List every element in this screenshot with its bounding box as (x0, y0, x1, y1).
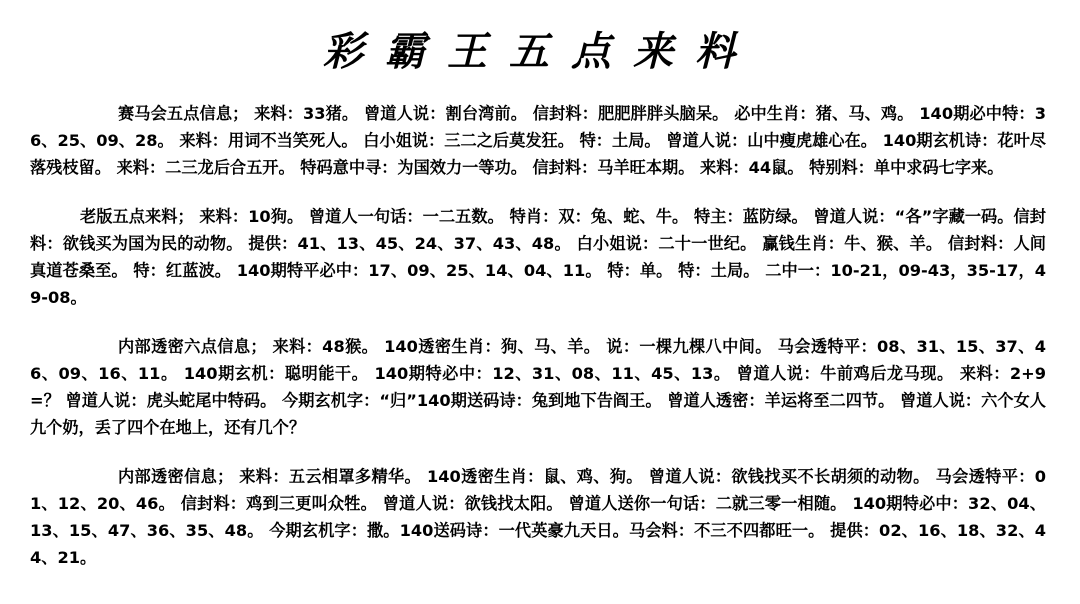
paragraph-neibu-liudian-info: 内部透密六点信息； 来料：48猴。 140透密生肖：狗、马、羊。 说：一棵九棵八中间。 马会透特平：08、31、15、37、46、09、16、11。 140期玄机：聪明能干。 140期特必中：12、31、08、11、45、13。 曾道人说：牛前鸡后龙马现。 来料：2+9=？ 曾道人说：虎头蛇尾中特码。 今期玄机字：“归”140期送码诗：兔到地下告阎王。 曾道人透密：羊运将至二四节。 曾道人说：六个女人九个奶，丢了四个在地上，还有几个？ (30, 337, 1046, 437)
document-body (30, 100, 1046, 593)
page-title: 彩霸王五点来料 (323, 28, 757, 75)
paragraph-neibu-info: 内部透密信息； 来料：五云相罩多精华。 140透密生肖：鼠、鸡、狗。 曾道人说：欲钱找买不长胡须的动物。 马会透特平：01、12、20、46。 信封料：鸡到三更叫众牲。 曾道人说：欲钱找太阳。 曾道人送你一句话：二就三零一相随。 140期特必中：32、04、13、15、47、36、35、48。 今期玄机字：撒。140送码诗：一代英豪九天日。马会料：不三不四都旺一。 提供：02、16、18、32、44、21。 (30, 467, 1046, 567)
paragraph-saima-info: 赛马会五点信息； 来料：33猪。 曾道人说：割台湾前。 信封料：肥肥胖胖头脑呆。 必中生肖：猪、马、鸡。 140期必中特：36、25、09、28。 来料：用词不当笑死人。 白小姐说：三二之后莫发狂。 特：土局。 曾道人说：山中瘦虎雄心在。 140期玄机诗：花叶尽落残枝留。 来料：二三龙后合五开。 特码意中寻：为国效力一等功。 信封料：马羊旺本期。 来料：44鼠。 特别料：单中求码七字来。 (30, 104, 1046, 177)
paragraph-laoban-info: 老版五点来料； 来料：10狗。 曾道人一句话：一二五数。 特肖：双：兔、蛇、牛。 特主：蓝防绿。 曾道人说：“各”字藏一码。信封料：欲钱买为国为民的动物。 提供：41、13、45、24、37、43、48。 白小姐说：二十一世纪。 赢钱生肖：牛、猴、羊。 信封料：人间真道苍桑至。 特：红蓝波。 140期特平必中：17、09、25、14、04、11。 特：单。 特：土局。 二中一：10-21，09-43，35-17，49-08。 (30, 207, 1046, 307)
